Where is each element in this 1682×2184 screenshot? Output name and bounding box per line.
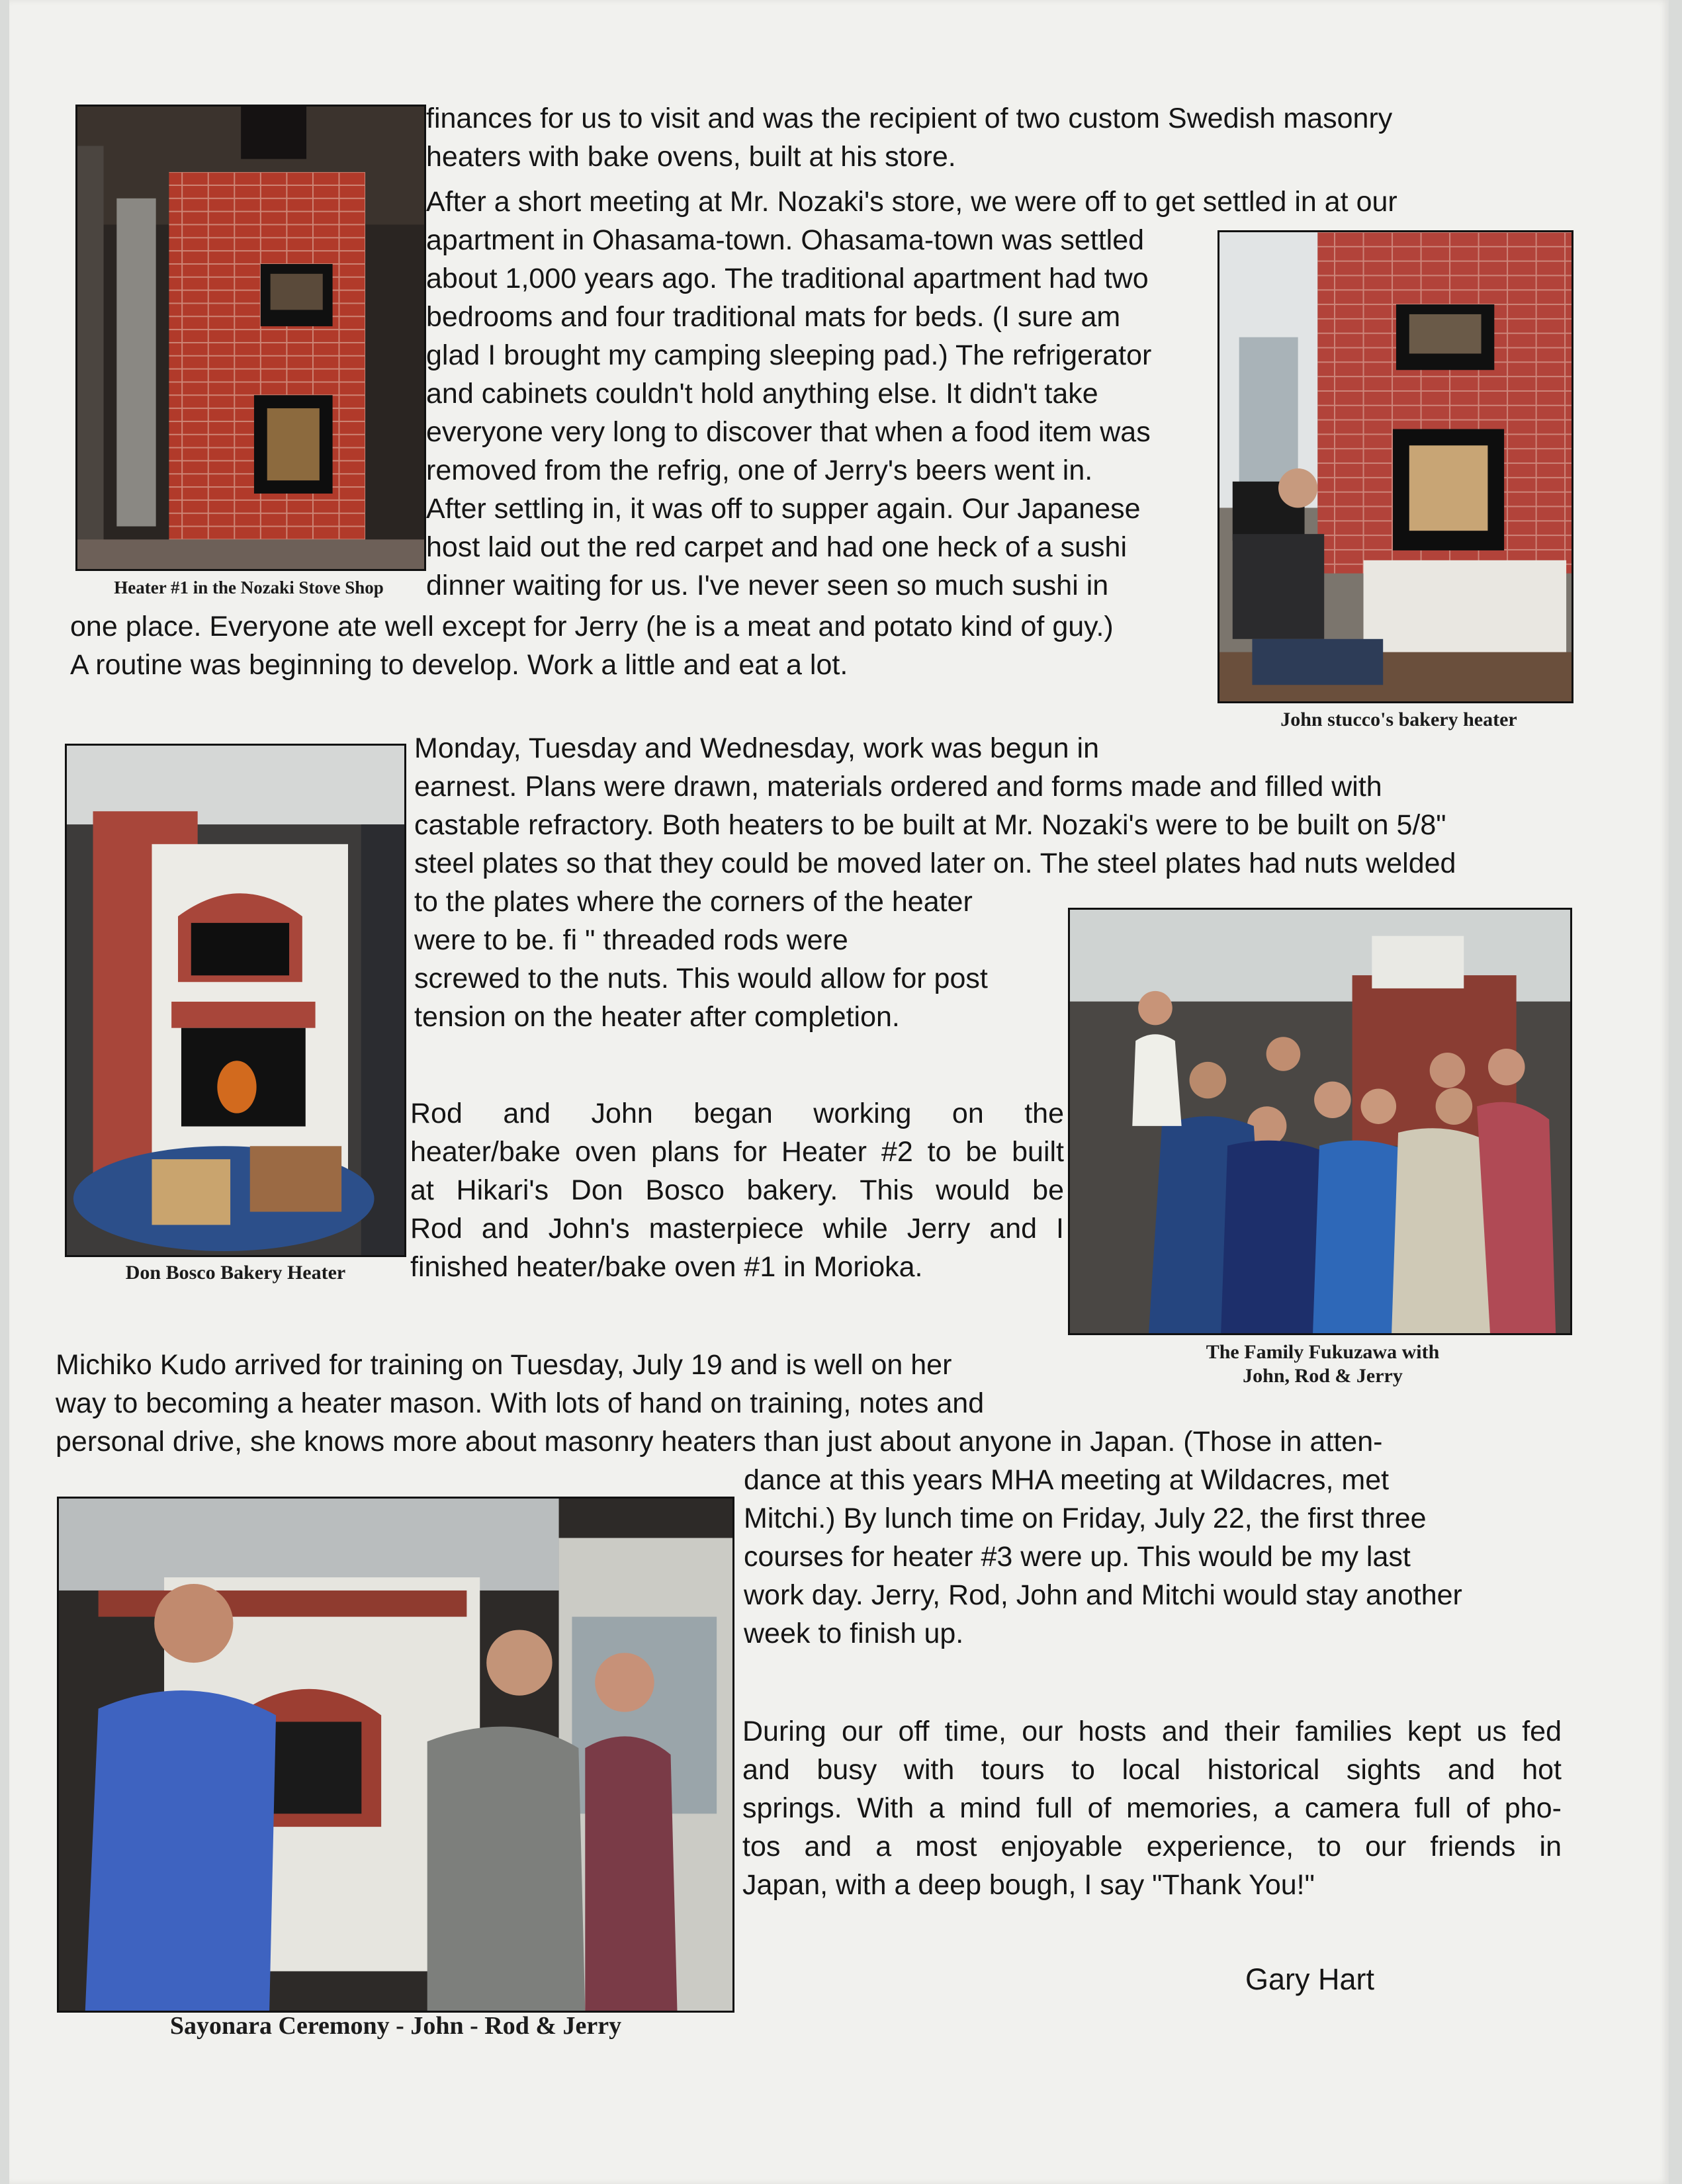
text-block-4 bbox=[56, 1346, 1577, 1461]
text-line: earnest. Plans were drawn, materials ordered and forms made and filled with bbox=[414, 771, 1382, 803]
text-line: everyone very long to discover that when a food item was bbox=[426, 416, 1151, 448]
caption-family-line2: John, Rod & Jerry bbox=[1243, 1365, 1403, 1387]
text-block-6 bbox=[742, 1712, 1562, 1904]
text-line: week to finish up. bbox=[744, 1618, 964, 1649]
text-line: After a short meeting at Mr. Nozaki's store, we were off to get settled in at our bbox=[426, 186, 1397, 218]
text-line: were to be. fi " threaded rods were bbox=[414, 924, 848, 956]
photo-heater1 bbox=[75, 105, 426, 571]
stucco-image bbox=[1219, 232, 1571, 701]
text-line: steel plates so that they could be moved later on. The steel plates had nuts welded bbox=[414, 848, 1456, 879]
text-line: heaters with bake ovens, built at his store. bbox=[426, 141, 956, 173]
text-line: finished heater/bake oven #1 in Morioka. bbox=[410, 1251, 923, 1283]
text-line: Japan, with a deep bough, I say "Thank You!" bbox=[742, 1869, 1315, 1901]
sayonara-image bbox=[59, 1499, 732, 2011]
text-line: to the plates where the corners of the heater bbox=[414, 886, 973, 918]
text-line: After settling in, it was off to supper again. Our Japanese bbox=[426, 493, 1141, 525]
text-line: dinner waiting for us. I've never seen so much sushi in bbox=[426, 570, 1109, 601]
text-line: work day. Jerry, Rod, John and Mitchi would stay another bbox=[744, 1579, 1462, 1611]
photo-family bbox=[1068, 908, 1572, 1335]
text-block-1b bbox=[70, 607, 1221, 684]
text-line: and busy with tours to local historical sights and hot bbox=[742, 1754, 1562, 1786]
text-line: Mitchi.) By lunch time on Friday, July 22, the first three bbox=[744, 1503, 1427, 1534]
caption-sayonara: Sayonara Ceremony - John - Rod & Jerry bbox=[169, 2012, 622, 2040]
text-line: glad I brought my camping sleeping pad.) The refrigerator bbox=[426, 339, 1152, 371]
text-line: A routine was beginning to develop. Work a little and eat a lot. bbox=[70, 649, 848, 681]
text-line: tos and a most enjoyable experience, to our friends in bbox=[742, 1831, 1562, 1862]
author-signature: Gary Hart bbox=[1245, 1962, 1375, 1996]
text-line: heater/bake oven plans for Heater #2 to be built bbox=[410, 1136, 1064, 1168]
text-line: springs. With a mind full of memories, a camera full of pho- bbox=[742, 1792, 1562, 1824]
text-line: personal drive, she knows more about masonry heaters than just about anyone in Japan. (Those in atten- bbox=[56, 1426, 1383, 1458]
text-line: way to becoming a heater mason. With lots of hand on training, notes and bbox=[56, 1387, 985, 1419]
text-line: host laid out the red carpet and had one heck of a sushi bbox=[426, 531, 1128, 563]
text-line: Michiko Kudo arrived for training on Tuesday, July 19 and is well on her bbox=[56, 1349, 952, 1381]
caption-heater1: Heater #1 in the Nozaki Stove Shop bbox=[114, 578, 384, 597]
text-line: about 1,000 years ago. The traditional apartment had two bbox=[426, 263, 1149, 294]
text-line: tension on the heater after completion. bbox=[414, 1001, 900, 1033]
heater1-image bbox=[77, 107, 424, 569]
text-line: During our off time, our hosts and their families kept us fed bbox=[742, 1716, 1562, 1747]
donbosco-image bbox=[67, 746, 404, 1255]
text-line: Rod and John began working on the bbox=[410, 1098, 1064, 1129]
text-line: dance at this years MHA meeting at Wildacres, met bbox=[744, 1464, 1390, 1496]
text-block-3 bbox=[410, 1094, 1064, 1286]
text-line: castable refractory. Both heaters to be built at Mr. Nozaki's were to be built on 5/8" bbox=[414, 809, 1446, 841]
photo-donbosco bbox=[65, 744, 406, 1257]
text-line: Rod and John's masterpiece while Jerry and I bbox=[410, 1213, 1064, 1245]
text-line: bedrooms and four traditional mats for beds. (I sure am bbox=[426, 301, 1121, 333]
caption-stucco: John stucco's bakery heater bbox=[1280, 709, 1517, 730]
text-line: at Hikari's Don Bosco bakery. This would be bbox=[410, 1174, 1064, 1206]
text-line: and cabinets couldn't hold anything else. It didn't take bbox=[426, 378, 1098, 410]
text-line: one place. Everyone ate well except for Jerry (he is a meat and potato kind of guy.) bbox=[70, 611, 1114, 642]
caption-family-line1: The Family Fukuzawa with bbox=[1206, 1341, 1440, 1363]
caption-donbosco: Don Bosco Bakery Heater bbox=[125, 1262, 346, 1284]
text-line: removed from the refrig, one of Jerry's beers went in. bbox=[426, 455, 1093, 486]
text-block-1 bbox=[426, 99, 1397, 605]
text-line: apartment in Ohasama-town. Ohasama-town was settled bbox=[426, 224, 1145, 256]
family-image bbox=[1070, 910, 1570, 1333]
photo-stucco bbox=[1217, 230, 1573, 703]
text-line: courses for heater #3 were up. This would be my last bbox=[744, 1541, 1411, 1573]
text-line: Monday, Tuesday and Wednesday, work was begun in bbox=[414, 732, 1100, 764]
text-block-5 bbox=[744, 1461, 1577, 1653]
newsletter-page bbox=[9, 0, 1669, 2184]
photo-sayonara bbox=[57, 1497, 734, 2013]
text-line: screwed to the nuts. This would allow for post bbox=[414, 963, 988, 994]
text-line: finances for us to visit and was the recipient of two custom Swedish masonry bbox=[426, 103, 1393, 134]
